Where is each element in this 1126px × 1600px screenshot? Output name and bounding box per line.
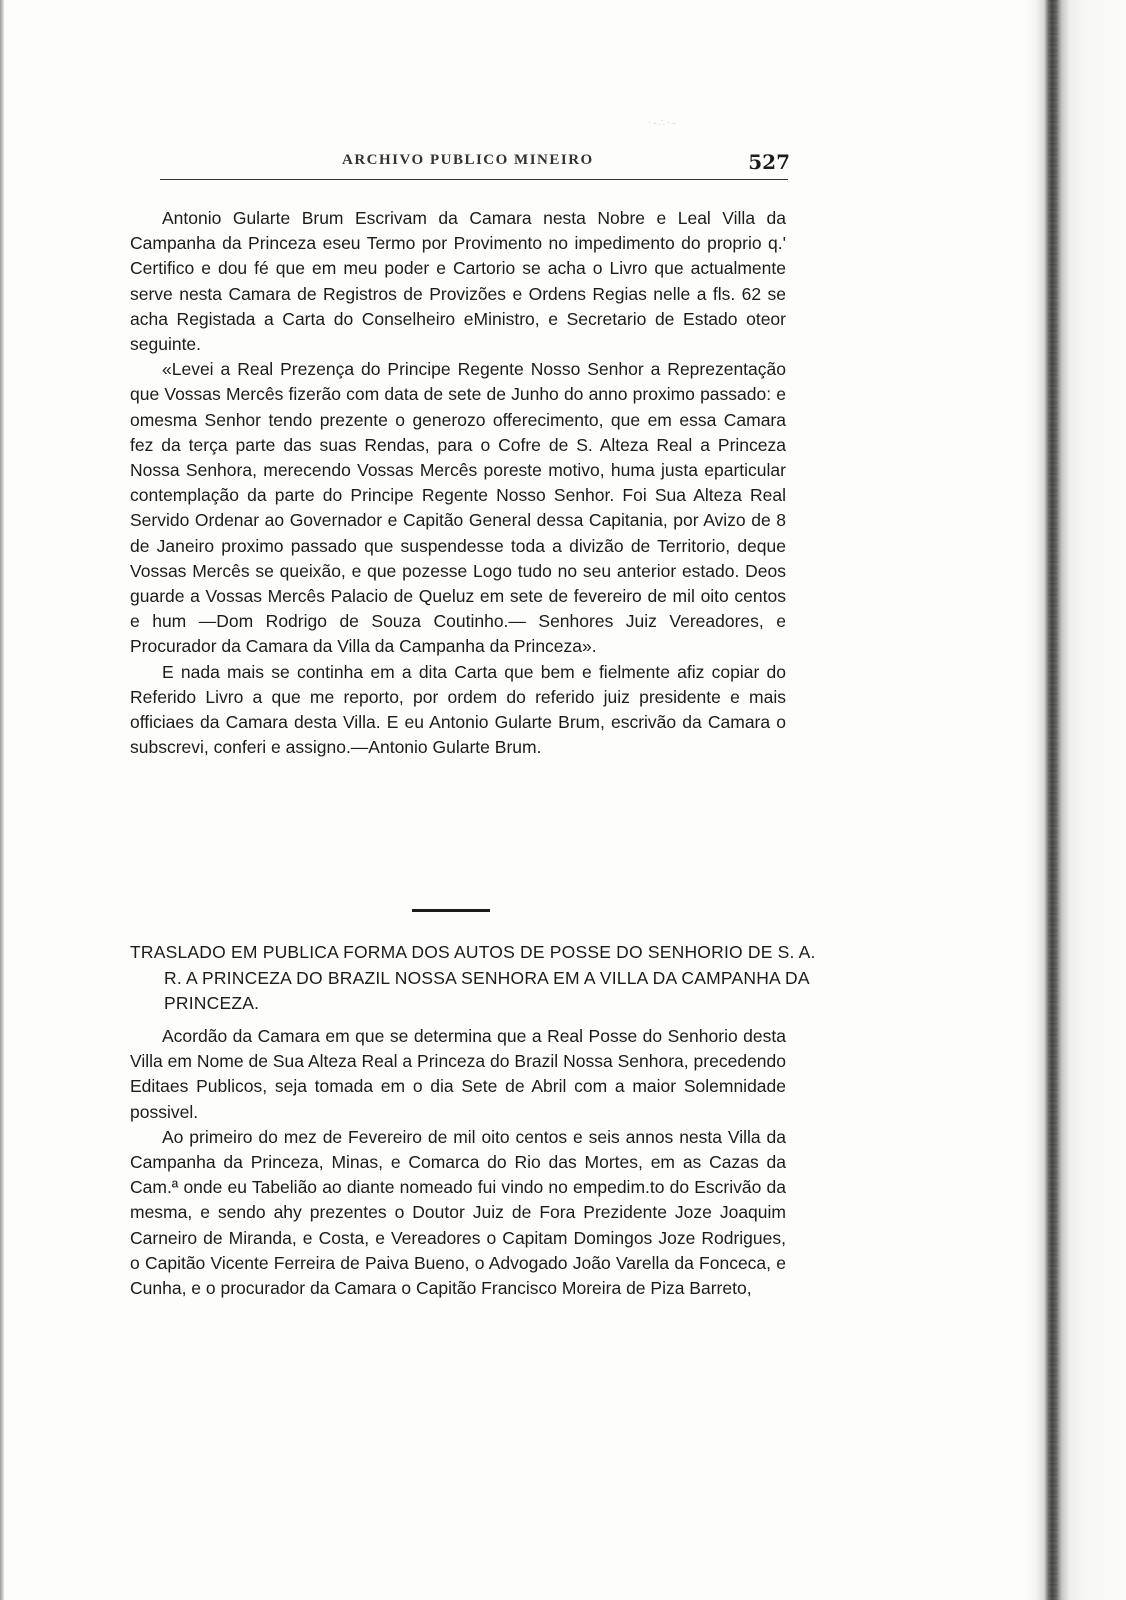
header-rule	[160, 179, 788, 180]
certificate-text	[130, 206, 786, 760]
paragraph-royal-letter: «Levei a Real Prezença do Principe Regente Nosso Senhor a Reprezentação que Vossas Mercês fizerão com data de sete de Junho do anno proximo passado: e omesma Senhor tendo prezente o generozo offerecimento, que em essa Camara fez da terça parte das suas Rendas, para o Cofre de S. Alteza Real a Princeza Nossa Senhora, merecendo Vossas Mercês poreste motivo, huma justa eparticular contemplação da parte do Principe Regente Nosso Senhor. Foi Sua Alteza Real Servido Ordenar ao Governador e Capitão General dessa Capitania, por Avizo de 8 de Janeiro proximo passado que suspendesse toda a divizão de Territorio, deque Vossas Mercês se queixão, e que pozesse Logo tudo no seu anterior estado. Deos guarde a Vossas Mercês Palacio de Queluz em sete de fevereiro de mil oito centos e hum —Dom Rodrigo de Souza Coutinho.— Senhores Juiz Vereadores, e Procurador da Camara da Villa da Campanha da Princeza».	[130, 359, 786, 657]
book-binding-shadow	[1026, 0, 1126, 1600]
paragraph-possession-record: Ao primeiro do mez de Fevereiro de mil oito centos e seis annos nesta Villa da Campanha da Princeza, Minas, e Comarca do Rio das Mortes, em as Cazas da Cam.ª onde eu Tabelião ao diante nomeado fui vindo no empedim.to do Escrivão da mesma, e sendo ahy prezentes o Doutor Juiz de Fora Prezidente Joze Joaquim Carneiro de Miranda, e Costa, e Vereadores o Capitam Domingos Joze Rodrigues, o Capitão Vicente Ferreira de Paiva Bueno, o Advogado João Varella da Fonceca, e Cunha, e o procurador da Camara o Capitão Francisco Moreira de Piza Barreto,	[130, 1126, 786, 1299]
possession-text	[130, 1024, 786, 1301]
paragraph-closing: E nada mais se continha em a dita Carta que bem e fielmente afiz copiar do Referido Livro a que me reporto, por ordem do referido juiz presidente e mais officiaes da Camara desta Villa. E eu Antonio Gularte Brum, escrivão da Camara o subscrevi, conferi e assigno.—Antonio Gularte Brum.	[130, 661, 786, 758]
section-divider	[412, 909, 490, 912]
section-heading: TRASLADO EM PUBLICA FORMA DOS AUTOS DE POSSE DO SENHORIO DE S. A. R. A PRINCEZA DO BRAZIL NOSSA SENHORA EM A VILLA DA CAMPANHA DA PRINCEZA.	[130, 942, 816, 1013]
paragraph-acordao: Acordão da Camara em que se determina que a Real Posse do Senhorio desta Villa em Nome de Sua Alteza Real a Princeza do Brazil Nossa Senhora, precedendo Editaes Publicos, seja tomada em o dia Sete de Abril com a maior Solemnidade possivel.	[130, 1026, 786, 1122]
paragraph-certification: Antonio Gularte Brum Escrivam da Camara nesta Nobre e Leal Villa da Campanha da Princeza eseu Termo por Provimento no impedimento do proprio q.' Certifico e dou fé que em meu poder e Cartorio se acha o Livro que actualmente serve nesta Camara de Registros de Provizões e Ordens Regias nelle a fls. 62 se acha Registada a Carta do Conselheiro eMinistro, e Secretario de Estado oteor seguinte.	[130, 208, 786, 355]
running-header	[130, 150, 790, 176]
running-header-title: ARCHIVO PUBLICO MINEIRO	[342, 152, 594, 168]
page-number: 527	[748, 150, 790, 174]
scan-left-edge	[0, 0, 4, 1600]
ink-smudge: ·‐∴·‐	[648, 118, 678, 129]
